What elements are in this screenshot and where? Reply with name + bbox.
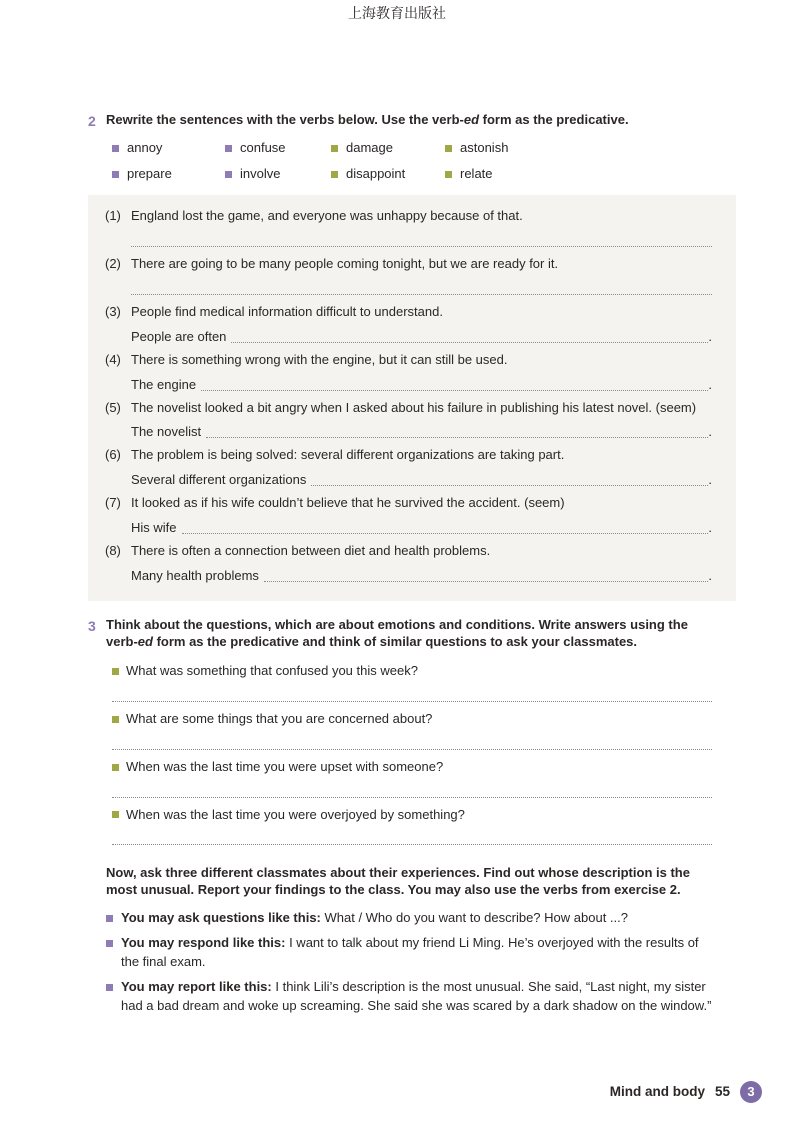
answer-line[interactable] <box>112 737 712 750</box>
word-bank-item <box>445 140 736 157</box>
example-label: You may respond like this: <box>121 935 286 951</box>
word-bank-item <box>331 166 445 183</box>
answer-lead-in: His wife <box>131 520 177 536</box>
square-bullet-icon <box>106 984 113 991</box>
square-bullet-icon <box>112 811 119 818</box>
item-number: (4) <box>105 351 121 367</box>
item-sentence: There is often a connection between diet and health problems. <box>131 543 491 559</box>
question-item <box>112 759 712 798</box>
word-bank-word: relate <box>460 166 493 182</box>
example-item <box>106 978 712 1016</box>
item-number: (2) <box>105 255 121 271</box>
word-bank-item <box>225 166 331 183</box>
item-number: (7) <box>105 495 121 511</box>
square-bullet-icon <box>112 764 119 771</box>
answer-line[interactable] <box>112 832 712 845</box>
exercise-3-questions <box>112 663 712 846</box>
answer-line[interactable] <box>311 472 708 486</box>
word-bank <box>112 140 736 183</box>
exercise-2 <box>88 112 736 601</box>
answer-tail: . <box>708 328 712 344</box>
answer-lead-in: People are often <box>131 328 227 344</box>
instruction-text: form as the predicative. <box>479 112 629 127</box>
unit-badge: 3 <box>740 1081 762 1103</box>
word-bank-word: astonish <box>460 140 509 156</box>
example-item <box>106 909 712 928</box>
question-item <box>112 711 712 750</box>
exercise-2-number: 2 <box>88 113 96 129</box>
section-title: Mind and body <box>609 1084 705 1100</box>
example-label: You may report like this: <box>121 978 272 994</box>
word-bank-item <box>331 140 445 157</box>
exercise-item <box>105 256 712 297</box>
item-sentence: England lost the game, and everyone was unhappy because of that. <box>131 207 523 223</box>
word-bank-word: confuse <box>240 140 286 156</box>
instruction-text: Rewrite the sentences with the verbs below. Use the verb- <box>106 112 464 127</box>
word-bank-word: involve <box>240 166 281 182</box>
square-bullet-icon <box>225 145 232 152</box>
exercise-2-instruction <box>106 112 736 130</box>
word-bank-item <box>445 166 736 183</box>
exercise-3-heading <box>88 617 736 651</box>
square-bullet-icon <box>331 171 338 178</box>
example-label: You may ask questions like this: <box>121 910 321 926</box>
exercise-3-instruction <box>106 617 736 651</box>
item-sentence: It looked as if his wife couldn’t believe that he survived the accident. (seem) <box>131 495 565 511</box>
item-sentence: The novelist looked a bit angry when I asked about his failure in publishing his latest novel. (seem) <box>131 399 697 415</box>
instruction-italic: ed <box>137 633 153 649</box>
exercise-3-number: 3 <box>88 618 96 635</box>
question-text: What was something that confused you this week? <box>126 662 418 678</box>
answer-line[interactable] <box>206 424 708 438</box>
page-number: 55 <box>714 1084 730 1100</box>
example-text <box>121 934 712 972</box>
answer-line[interactable] <box>112 689 712 702</box>
answer-line[interactable] <box>112 785 712 798</box>
item-sentence: There is something wrong with the engine, but it can still be used. <box>131 351 508 367</box>
answer-lead-in: The novelist <box>131 424 202 440</box>
example-body: I want to talk about my friend Li Ming. He’s overjoyed with the results of the final exam. <box>121 935 699 969</box>
item-number: (5) <box>105 399 121 415</box>
answer-line[interactable] <box>264 568 708 582</box>
exercise-item <box>105 304 712 345</box>
answer-line[interactable] <box>182 520 709 534</box>
word-bank-word: prepare <box>127 166 172 182</box>
square-bullet-icon <box>106 940 113 947</box>
example-item <box>106 934 712 972</box>
square-bullet-icon <box>112 171 119 178</box>
exercise-item <box>105 543 712 584</box>
answer-lead-in: The engine <box>131 376 197 392</box>
instruction-text: form as the predicative and think of similar questions to ask your classmates. <box>152 633 638 649</box>
square-bullet-icon <box>445 171 452 178</box>
item-sentence: People find medical information difficult to understand. <box>131 303 443 319</box>
instruction-italic: ed <box>463 112 480 127</box>
answer-tail: . <box>708 520 712 536</box>
answer-line[interactable] <box>131 233 712 247</box>
answer-line[interactable] <box>131 281 712 295</box>
example-body: I think Lili’s description is the most unusual. She said, “Last night, my sister had a bad dream and woke up screaming. She said she was scared by a dark shadow on the window.” <box>121 978 712 1013</box>
item-number: (3) <box>105 303 121 319</box>
exercise-item <box>105 495 712 536</box>
exercise-3 <box>88 617 736 1015</box>
exercise-item <box>105 447 712 488</box>
page-footer <box>610 1081 762 1103</box>
square-bullet-icon <box>112 716 119 723</box>
followup-instruction: Now, ask three different classmates about their experiences. Find out whose description is the most unusual. Report your findings to the class. You may also use the verbs from exercise 2. <box>106 865 690 898</box>
question-text: When was the last time you were upset with someone? <box>126 758 444 774</box>
question-text: When was the last time you were overjoyed by something? <box>126 806 465 822</box>
square-bullet-icon <box>331 145 338 152</box>
question-item <box>112 663 712 702</box>
answer-tail: . <box>708 376 712 392</box>
word-bank-word: annoy <box>127 140 163 156</box>
answer-tail: . <box>708 424 712 440</box>
exercise-item <box>105 400 712 441</box>
item-number: (6) <box>105 447 121 463</box>
exercise-2-answer-box <box>88 195 736 601</box>
page-content <box>88 112 736 1021</box>
example-list <box>106 909 712 1015</box>
word-bank-word: disappoint <box>346 166 406 182</box>
word-bank-word: damage <box>346 140 393 156</box>
word-bank-item <box>112 166 225 183</box>
instruction-text: Think about the questions, which are about emotions and conditions. Write answers using the verb- <box>106 617 688 649</box>
answer-lead-in: Several different organizations <box>131 472 307 488</box>
item-number: (1) <box>105 207 121 223</box>
item-number: (8) <box>105 543 121 559</box>
square-bullet-icon <box>445 145 452 152</box>
question-text: What are some things that you are concerned about? <box>126 710 433 726</box>
answer-tail: . <box>708 568 712 584</box>
exercise-2-heading <box>88 112 736 130</box>
answer-line[interactable] <box>231 329 708 343</box>
item-sentence: There are going to be many people coming tonight, but we are ready for it. <box>131 255 559 271</box>
square-bullet-icon <box>112 145 119 152</box>
question-item <box>112 807 712 846</box>
answer-line[interactable] <box>201 377 708 391</box>
square-bullet-icon <box>112 668 119 675</box>
example-text <box>121 909 712 928</box>
exercise-item <box>105 352 712 393</box>
answer-lead-in: Many health problems <box>131 568 259 584</box>
word-bank-item <box>225 140 331 157</box>
answer-tail: . <box>708 472 712 488</box>
example-body: What / Who do you want to describe? How about ...? <box>320 910 628 926</box>
publisher-header: 上海教育出版社 <box>348 6 446 22</box>
word-bank-item <box>112 140 225 157</box>
item-sentence: The problem is being solved: several different organizations are taking part. <box>131 447 565 463</box>
square-bullet-icon <box>225 171 232 178</box>
square-bullet-icon <box>106 915 113 922</box>
exercise-item <box>105 208 712 249</box>
example-text <box>121 978 712 1016</box>
